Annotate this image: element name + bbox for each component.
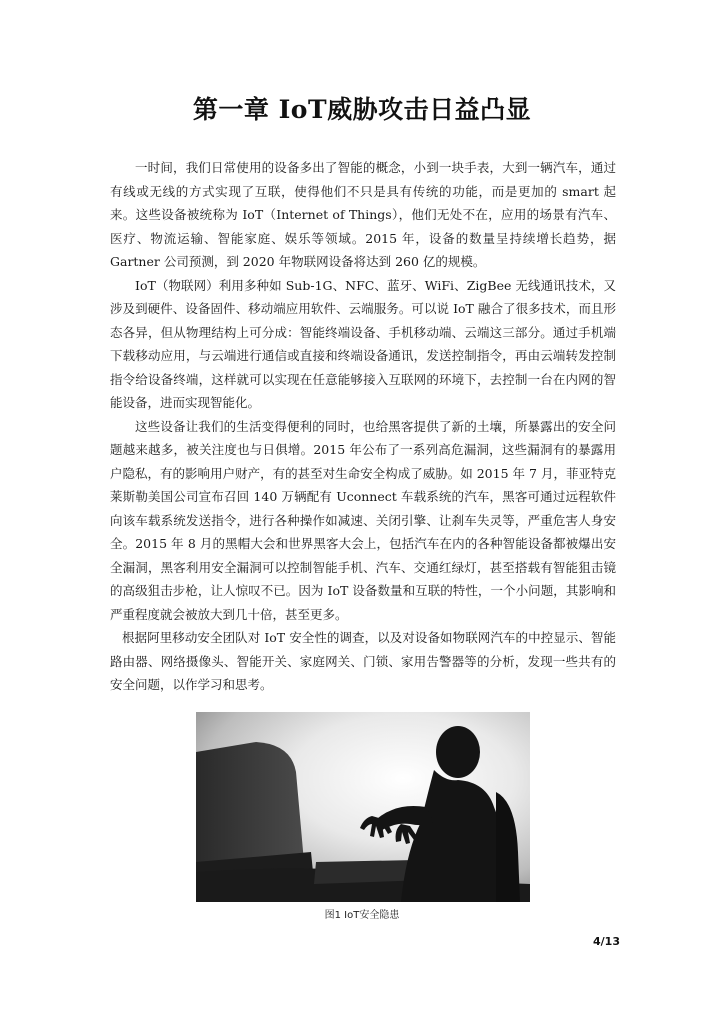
paragraph-2: IoT（物联网）利用多种如 Sub-1G、NFC、蓝牙、WiFi、ZigBee 无线通讯技术，又涉及到硬件、设备固件、移动端应用软件、云端服务。可以说 IoT 融合了很多技术，而且形态各异，但从物理结构上可分成：智能终端设备、手机移动端、云端这三部分。通过手机端下载移动应用，与云端进行通信或直接和终端设备通讯，发送控制指令，再由云端转发控制指令给设备终端，这样就可以实现在任意能够接入互联网的环境下，去控制一台在内网的智能设备，进而实现智能化。: [110, 277, 616, 410]
page-number: 4/13: [593, 935, 620, 948]
paragraph-1: 一时间，我们日常使用的设备多出了智能的概念，小到一块手表，大到一辆汽车，通过有线或无线的方式实现了互联，使得他们不只是具有传统的功能，而是更加的 smart 起来。这些设备被统称为 IoT（Internet of Things），他们无处不在，应用的场景有汽车、医疗、物流运输、智能家庭、娱乐等领域。2015 年，设备的数量呈持续增长趋势，据 Gartner 公司预测，到 2020 年物联网设备将达到 260 亿的规模。: [110, 160, 616, 269]
body-text: [110, 156, 616, 697]
hacker-silhouette-image: [196, 712, 530, 902]
chapter-title: 第一章 IoT威胁攻击日益凸显: [192, 95, 532, 124]
paragraph-4: 根据阿里移动安全团队对 IoT 安全性的调查，以及对设备如物联网汽车的中控显示、智能路由器、网络摄像头、智能开关、家庭网关、门锁、家用告警器等的分析，发现一些共有的安全问题，以作学习和思考。: [110, 630, 616, 692]
figure-caption: 图1 IoT安全隐患: [324, 910, 400, 921]
paragraph-3: 这些设备让我们的生活变得便利的同时，也给黑客提供了新的土壤，所暴露出的安全问题越来越多，被关注度也与日俱增。2015 年公布了一系列高危漏洞，这些漏洞有的暴露用户隐私，有的影响用户财产，有的甚至对生命安全构成了威胁。如 2015 年 7 月，菲亚特克莱斯勒美国公司宣布召回 140 万辆配有 Uconnect 车载系统的汽车，黑客可通过远程软件向该车载系统发送指令，进行各种操作如减速、关闭引擎、让刹车失灵等，严重危害人身安全。2015 年 8 月的黑帽大会和世界黑客大会上，包括汽车在内的各种智能设备都被爆出安全漏洞，黑客利用安全漏洞可以控制智能手机、汽车、交通红绿灯，甚至搭载有智能狙击镜的高级狙击步枪，让人惊叹不已。因为 IoT 设备数量和互联的特性，一个小问题，其影响和严重程度就会被放大到几十倍，甚至更多。: [110, 418, 616, 622]
